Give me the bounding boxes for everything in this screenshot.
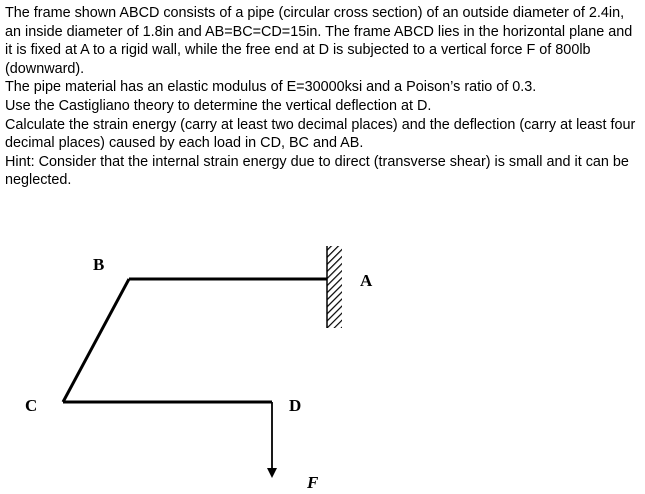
label-a: A <box>360 271 373 290</box>
label-f: F <box>307 473 319 492</box>
force-arrow <box>267 402 277 478</box>
problem-statement <box>5 4 641 190</box>
problem-paragraph-2: The pipe material has an elastic modulus of E=30000ksi and a Poison’s ratio of 0.3. <box>5 79 537 96</box>
label-b: B <box>93 255 105 274</box>
label-d: D <box>289 396 302 415</box>
problem-paragraph-5: Hint: Consider that the internal strain energy due to direct (transverse shear) is small and it can be neglected. <box>5 153 629 189</box>
member-bc <box>63 279 129 402</box>
problem-paragraph-1: The frame shown ABCD consists of a pipe (circular cross section) of an outside diameter of 2.4in, an inside diameter of 1.8in and AB=BC=CD=15in. The frame ABCD lies in the horizontal plane and it is fixed at A to a rigid wall, while the free end at D is subjected to a vertical force F of 800lb (downward). <box>5 5 633 77</box>
label-c: C <box>25 396 38 415</box>
fixed-wall-support <box>327 246 342 328</box>
frame-figure <box>0 230 645 494</box>
problem-paragraph-4: Calculate the strain energy (carry at least two decimal places) and the deflection (carry at least four decimal places) caused by each load in CD, BC and AB. <box>5 116 636 152</box>
problem-paragraph-3: Use the Castigliano theory to determine the vertical deflection at D. <box>5 97 432 114</box>
